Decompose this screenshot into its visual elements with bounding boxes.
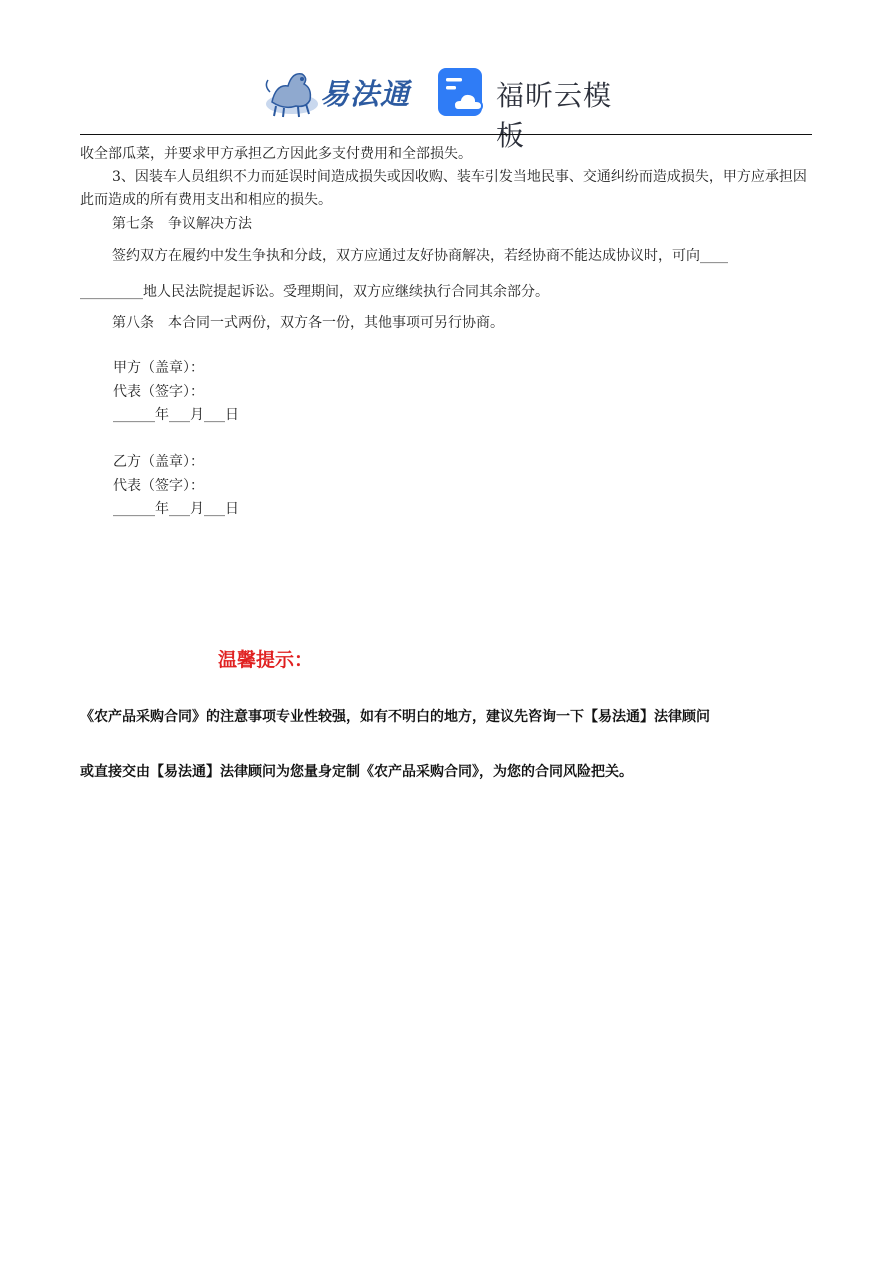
header-divider (80, 134, 812, 135)
yifatong-logo (262, 62, 412, 122)
article-7-body-line2 (80, 281, 812, 304)
article-7-text-2: _________地人民法院提起诉讼。受理期间，双方应继续执行合同其余部分。 (80, 284, 549, 300)
article-8-block (80, 312, 812, 335)
party-a-date: ______年___月___日 (113, 407, 239, 423)
party-a-rep-label: 代表（签字）： (113, 383, 204, 400)
party-b-seal-label: 乙方（盖章）： (113, 454, 204, 470)
paragraph-clause-3: 3、因装车人员组织不力而延误时间造成损失或因收购、装车引发当地民事、交通纠纷而造成损失，甲方应承担因此而造成的所有费用支出和相应的损失。 (80, 169, 807, 208)
tip-line-1: 《农产品采购合同》的注意事项专业性较强，如有不明白的地方，建议先咨询一下【易法通】法律顾问 (80, 709, 710, 725)
article-8-text: 第八条 本合同一式两份，双方各一份，其他事项可另行协商。 (112, 315, 504, 331)
party-b-rep-label: 代表（签字）： (113, 477, 204, 494)
qilin-icon (262, 62, 322, 122)
article-7-title-block (80, 213, 812, 236)
cloud-document-icon (436, 66, 488, 118)
paragraph-1: 收全部瓜菜，并要求甲方承担乙方因此多支付费用和全部损失。 (80, 146, 472, 162)
party-b-signature (113, 451, 239, 522)
article-7-body-line1 (80, 245, 812, 268)
tip-title: 温馨提示： (218, 649, 314, 671)
party-a-signature (113, 357, 239, 428)
article-7-text-1: 签约双方在履约中发生争执和分歧，双方应通过友好协商解决，若经协商不能达成协议时，可向____ (112, 248, 728, 264)
page-header (0, 0, 893, 152)
clause-continuation (80, 143, 812, 212)
article-7-title: 第七条 争议解决方法 (112, 216, 252, 232)
party-b-date: ______年___月___日 (113, 501, 239, 517)
yifatong-brand-text: 易法通 (320, 77, 411, 111)
tip-line-2: 或直接交由【易法通】法律顾问为您量身定制《农产品采购合同》，为您的合同风险把关。 (80, 764, 633, 780)
party-a-seal-label: 甲方（盖章）： (113, 360, 204, 376)
foxit-cloud-logo (436, 66, 636, 152)
foxit-brand-text: 福昕云模板 (496, 79, 613, 152)
